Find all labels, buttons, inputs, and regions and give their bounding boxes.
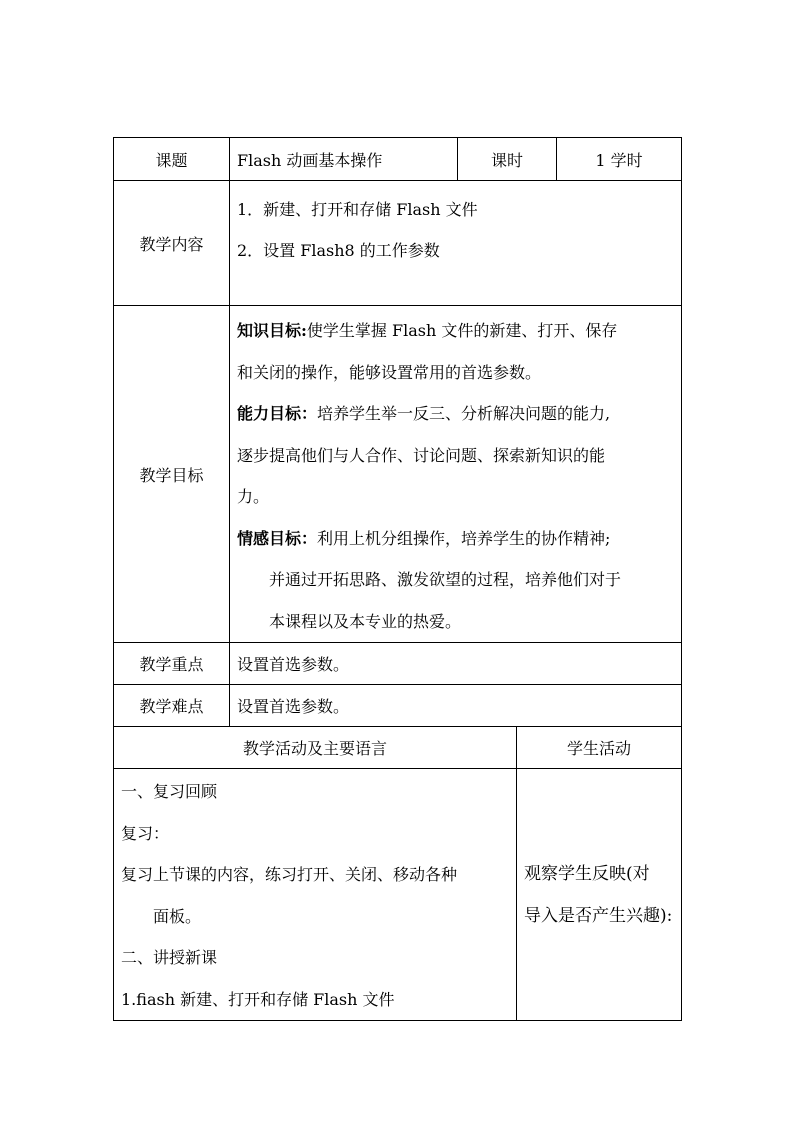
goals-label: 教学目标: [114, 306, 230, 643]
ability-goal-text-2: 逐步提高他们与人合作、讨论问题、探索新知识的能: [237, 445, 606, 465]
knowledge-goal-title: 知识目标:: [237, 321, 307, 340]
subject-label: 课题: [114, 138, 230, 181]
activities-right-cell: [517, 769, 682, 1021]
goals-row: [114, 306, 682, 643]
content-item-2: 2．设置 Flash8 的工作参数: [237, 241, 440, 260]
knowledge-goal-text-1: 使学生掌握 Flash 文件的新建、打开、保存: [306, 321, 618, 340]
activity-line-3: 复习上节课的内容，练习打开、关闭、移动各种: [121, 865, 458, 884]
emotion-goal-text-1: 利用上机分组操作，培养学生的协作精神;: [317, 528, 611, 548]
key-point-value: 设置首选参数。: [230, 643, 682, 685]
activity-line-6: 1.fiash 新建、打开和存储 Flash 文件: [121, 989, 395, 1009]
emotion-goal-text-2: 并通过开拓思路、激发欲望的过程，培养他们对于: [269, 570, 622, 589]
hours-value: 1 学时: [557, 138, 682, 181]
key-point-label: 教学重点: [114, 643, 230, 685]
content-row: [114, 181, 682, 306]
activity-line-4: 面板。: [153, 906, 202, 926]
activities-header-left: 教学活动及主要语言: [114, 727, 517, 769]
key-point-row: [114, 643, 682, 685]
goals-cell: [230, 306, 682, 643]
difficulty-label: 教学难点: [114, 685, 230, 727]
content-label: 教学内容: [114, 181, 230, 306]
hours-label: 课时: [458, 138, 557, 181]
content-cell: [230, 181, 682, 306]
difficulty-value: 设置首选参数。: [230, 685, 682, 727]
activities-header-row: [114, 727, 682, 769]
subject-row: [114, 138, 682, 181]
ability-goal-text-1: 培养学生举一反三、分析解决问题的能力,: [317, 404, 611, 423]
emotion-goal-text-3: 本课程以及本专业的热爱。: [269, 611, 462, 631]
ability-goal-title: 能力目标：: [237, 404, 318, 423]
ability-goal-line-1: [237, 393, 675, 435]
knowledge-goal-line-1: [237, 310, 675, 352]
subject-value: Flash 动画基本操作: [230, 138, 458, 181]
knowledge-goal-text-2: 和关闭的操作，能够设置常用的首选参数。: [237, 362, 542, 382]
difficulty-row: [114, 685, 682, 727]
content-item-1: 1．新建、打开和存储 Flash 文件: [237, 200, 478, 219]
activities-body-row: [114, 769, 682, 1021]
ability-goal-text-3: 力。: [237, 487, 270, 506]
activity-line-2: 复习：: [121, 823, 170, 843]
student-activity-line-1: 观察学生反映(对: [524, 864, 650, 884]
activity-line-5: 二、讲授新课: [121, 948, 218, 967]
activities-left-cell: [114, 769, 517, 1021]
emotion-goal-title: 情感目标：: [237, 528, 318, 548]
emotion-goal-line-1: [237, 518, 675, 560]
activity-line-1: 一、复习回顾: [121, 782, 218, 801]
student-activity-line-2: 导入是否产生兴趣):: [524, 905, 673, 926]
lesson-plan-table: [113, 137, 682, 1021]
activities-header-right: 学生活动: [517, 727, 682, 769]
